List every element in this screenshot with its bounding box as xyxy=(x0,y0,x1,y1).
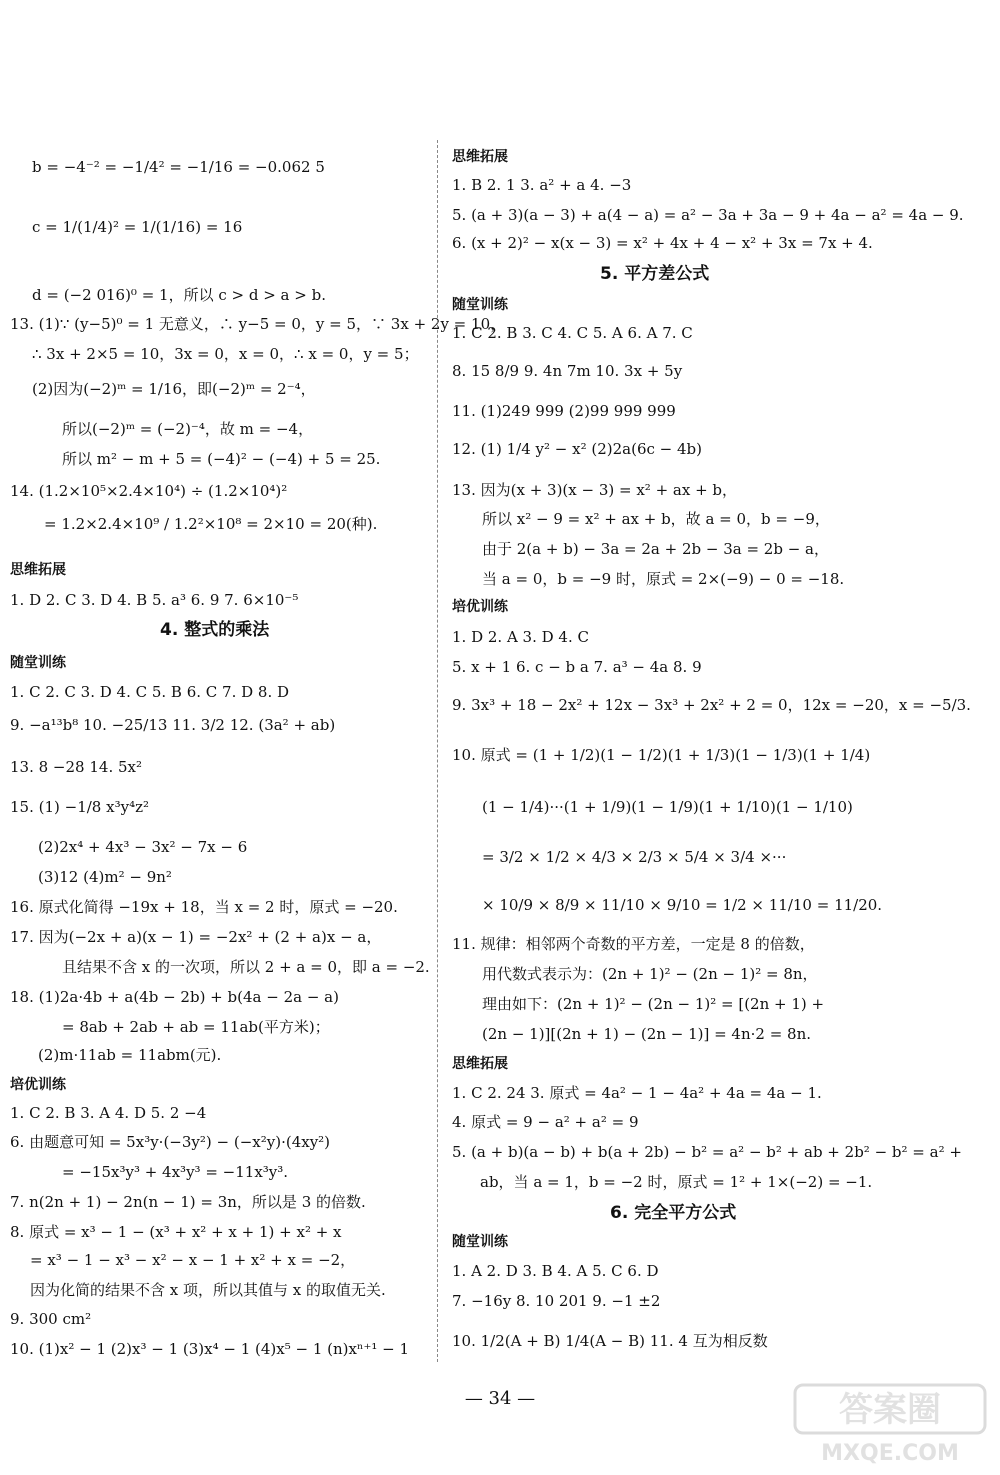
answer-line: 13. 8 −28 14. 5x² xyxy=(10,758,142,776)
answer-line: 9. 300 cm² xyxy=(10,1310,92,1328)
section-heading: 思维拓展 xyxy=(452,149,508,165)
section-heading: 思维拓展 xyxy=(10,562,66,578)
lesson-title: 5. 平方差公式 xyxy=(600,264,710,284)
answer-line: 1. A 2. D 3. B 4. A 5. C 6. D xyxy=(452,1262,659,1280)
answer-line: 10. 原式 = (1 + 1/2)(1 − 1/2)(1 + 1/3)(1 − 1/3)(1 + 1/4) xyxy=(452,746,871,764)
answer-line: 6. 由题意可知 = 5x³y·(−3y²) − (−x²y)·(4xy²) xyxy=(10,1133,331,1151)
watermark-text: 答案圈 xyxy=(839,1390,941,1430)
column-divider xyxy=(437,140,439,1362)
answer-line: 14. (1.2×10⁵×2.4×10⁴) ÷ (1.2×10⁴)² xyxy=(10,482,288,500)
answer-line: 且结果不含 x 的一次项，所以 2 + a = 0，即 a = −2. xyxy=(62,958,430,976)
answer-line: ab，当 a = 1，b = −2 时，原式 = 1² + 1×(−2) = −1. xyxy=(480,1173,873,1191)
answer-line: 5. (a + b)(a − b) + b(a + 2b) − b² = a² − b² + ab + 2b² − b² = a² + xyxy=(452,1143,962,1161)
answer-line: = 1.2×2.4×10⁹ / 1.2²×10⁸ = 2×10 = 20(种). xyxy=(44,515,378,533)
answer-line: (2n − 1)][(2n + 1) − (2n − 1)] = 4n·2 = 8n. xyxy=(482,1025,812,1043)
answer-line: 当 a = 0，b = −9 时，原式 = 2×(−9) − 0 = −18. xyxy=(482,570,845,588)
answer-line: 18. (1)2a·4b + a(4b − 2b) + b(4a − 2a − a) xyxy=(10,988,339,1006)
answer-line: 1. D 2. A 3. D 4. C xyxy=(452,628,589,646)
answer-line: 7. −16y 8. 10 201 9. −1 ±2 xyxy=(452,1292,661,1310)
answer-line: d = (−2 016)⁰ = 1，所以 c > d > a > b. xyxy=(32,286,326,304)
answer-line: = x³ − 1 − x³ − x² − x − 1 + x² + x = −2， xyxy=(30,1251,356,1269)
section-heading: 随堂训练 xyxy=(452,297,508,313)
answer-line: 13. (1)∵ (y−5)⁰ = 1 无意义，∴ y−5 = 0，y = 5，∵ 3x + 2y = 10， xyxy=(10,315,506,333)
answer-line: 因为化简的结果不含 x 项，所以其值与 x 的取值无关. xyxy=(30,1281,386,1299)
answer-line: 15. (1) −1/8 x³y⁴z² xyxy=(10,798,149,816)
answer-line: 5. (a + 3)(a − 3) + a(4 − a) = a² − 3a + 3a − 9 + 4a − a² = 4a − 9. xyxy=(452,206,964,224)
lesson-title: 4. 整式的乘法 xyxy=(160,620,270,640)
answer-line: (2)m·11ab = 11abm(元). xyxy=(38,1046,222,1064)
answer-line: 所以 m² − m + 5 = (−4)² − (−4) + 5 = 25. xyxy=(62,450,381,468)
answer-line: 4. 原式 = 9 − a² + a² = 9 xyxy=(452,1113,639,1131)
answer-line: 13. 因为(x + 3)(x − 3) = x² + ax + b， xyxy=(452,481,738,499)
answer-line: 7. n(2n + 1) − 2n(n − 1) = 3n，所以是 3 的倍数. xyxy=(10,1193,366,1211)
answer-line: (1 − 1/4)···(1 + 1/9)(1 − 1/9)(1 + 1/10)(1 − 1/10) xyxy=(482,798,853,816)
answer-line: = 3/2 × 1/2 × 4/3 × 2/3 × 5/4 × 3/4 ×··· xyxy=(482,848,787,866)
answer-line: 1. C 2. 24 3. 原式 = 4a² − 1 − 4a² + 4a = 4a − 1. xyxy=(452,1084,822,1102)
answer-line: 理由如下：(2n + 1)² − (2n − 1)² = [(2n + 1) + xyxy=(482,995,825,1013)
section-heading: 培优训练 xyxy=(10,1077,66,1093)
section-heading: 随堂训练 xyxy=(10,655,66,671)
answer-line: (2)因为(−2)ᵐ = 1/16，即(−2)ᵐ = 2⁻⁴， xyxy=(32,380,316,398)
answer-line: 10. (1)x² − 1 (2)x³ − 1 (3)x⁴ − 1 (4)x⁵ − 1 (n)xⁿ⁺¹ − 1 xyxy=(10,1340,410,1358)
page-number: — 34 — xyxy=(464,1388,536,1409)
answer-line: 10. 1/2(A + B) 1/4(A − B) 11. 4 互为相反数 xyxy=(452,1332,768,1350)
answer-line: (3)12 (4)m² − 9n² xyxy=(38,868,172,886)
answer-line: 8. 15 8/9 9. 4n 7m 10. 3x + 5y xyxy=(452,362,683,380)
answer-line: 17. 因为(−2x + a)(x − 1) = −2x² + (2 + a)x − a， xyxy=(10,928,382,946)
answer-line: 12. (1) 1/4 y² − x² (2)2a(6c − 4b) xyxy=(452,440,703,458)
answer-line: 16. 原式化简得 −19x + 18，当 x = 2 时，原式 = −20. xyxy=(10,898,398,916)
answer-line: 所以 x² − 9 = x² + ax + b，故 a = 0，b = −9， xyxy=(482,510,830,528)
answer-line: 1. B 2. 1 3. a² + a 4. −3 xyxy=(452,176,632,194)
answer-line: ∴ 3x + 2×5 = 10，3x = 0，x = 0，∴ x = 0，y = 5； xyxy=(32,345,419,363)
answer-line: (2)2x⁴ + 4x³ − 3x² − 7x − 6 xyxy=(38,838,248,856)
answer-line: × 10/9 × 8/9 × 11/10 × 9/10 = 1/2 × 11/10 = 11/20. xyxy=(482,896,883,914)
answer-line: 11. 规律：相邻两个奇数的平方差，一定是 8 的倍数， xyxy=(452,935,815,953)
answer-line: 用代数式表示为：(2n + 1)² − (2n − 1)² = 8n， xyxy=(482,965,818,983)
lesson-title: 6. 完全平方公式 xyxy=(610,1203,737,1223)
answer-line: = 8ab + 2ab + ab = 11ab(平方米)； xyxy=(62,1018,330,1036)
answer-line: b = −4⁻² = −1/4² = −1/16 = −0.062 5 xyxy=(32,158,325,176)
answer-line: 1. C 2. B 3. C 4. C 5. A 6. A 7. C xyxy=(452,324,693,342)
watermark-url: MXQE.COM xyxy=(821,1441,959,1466)
answer-line: 由于 2(a + b) − 3a = 2a + 2b − 3a = 2b − a， xyxy=(482,540,829,558)
answer-line: 1. C 2. C 3. D 4. C 5. B 6. C 7. D 8. D xyxy=(10,683,290,701)
watermark-logo xyxy=(790,1382,990,1467)
answer-line: c = 1/(1/4)² = 1/(1/16) = 16 xyxy=(32,218,243,236)
answer-line: 1. D 2. C 3. D 4. B 5. a³ 6. 9 7. 6×10⁻⁵ xyxy=(10,591,299,609)
answer-line: 11. (1)249 999 (2)99 999 999 xyxy=(452,402,676,420)
answer-line: 9. 3x³ + 18 − 2x² + 12x − 3x³ + 2x² + 2 = 0，12x = −20，x = −5/3. xyxy=(452,696,971,714)
section-heading: 培优训练 xyxy=(452,599,508,615)
answer-line: 8. 原式 = x³ − 1 − (x³ + x² + x + 1) + x² + x xyxy=(10,1223,342,1241)
section-heading: 思维拓展 xyxy=(452,1056,508,1072)
answer-line: = −15x³y³ + 4x³y³ = −11x³y³. xyxy=(62,1163,289,1181)
answer-line: 所以(−2)ᵐ = (−2)⁻⁴，故 m = −4， xyxy=(62,420,314,438)
answer-line: 1. C 2. B 3. A 4. D 5. 2 −4 xyxy=(10,1104,207,1122)
answer-line: 5. x + 1 6. c − b a 7. a³ − 4a 8. 9 xyxy=(452,658,702,676)
answer-line: 9. −a¹³b⁸ 10. −25/13 11. 3/2 12. (3a² + ab) xyxy=(10,716,336,734)
section-heading: 随堂训练 xyxy=(452,1234,508,1250)
answer-line: 6. (x + 2)² − x(x − 3) = x² + 4x + 4 − x² + 3x = 7x + 4. xyxy=(452,234,873,252)
